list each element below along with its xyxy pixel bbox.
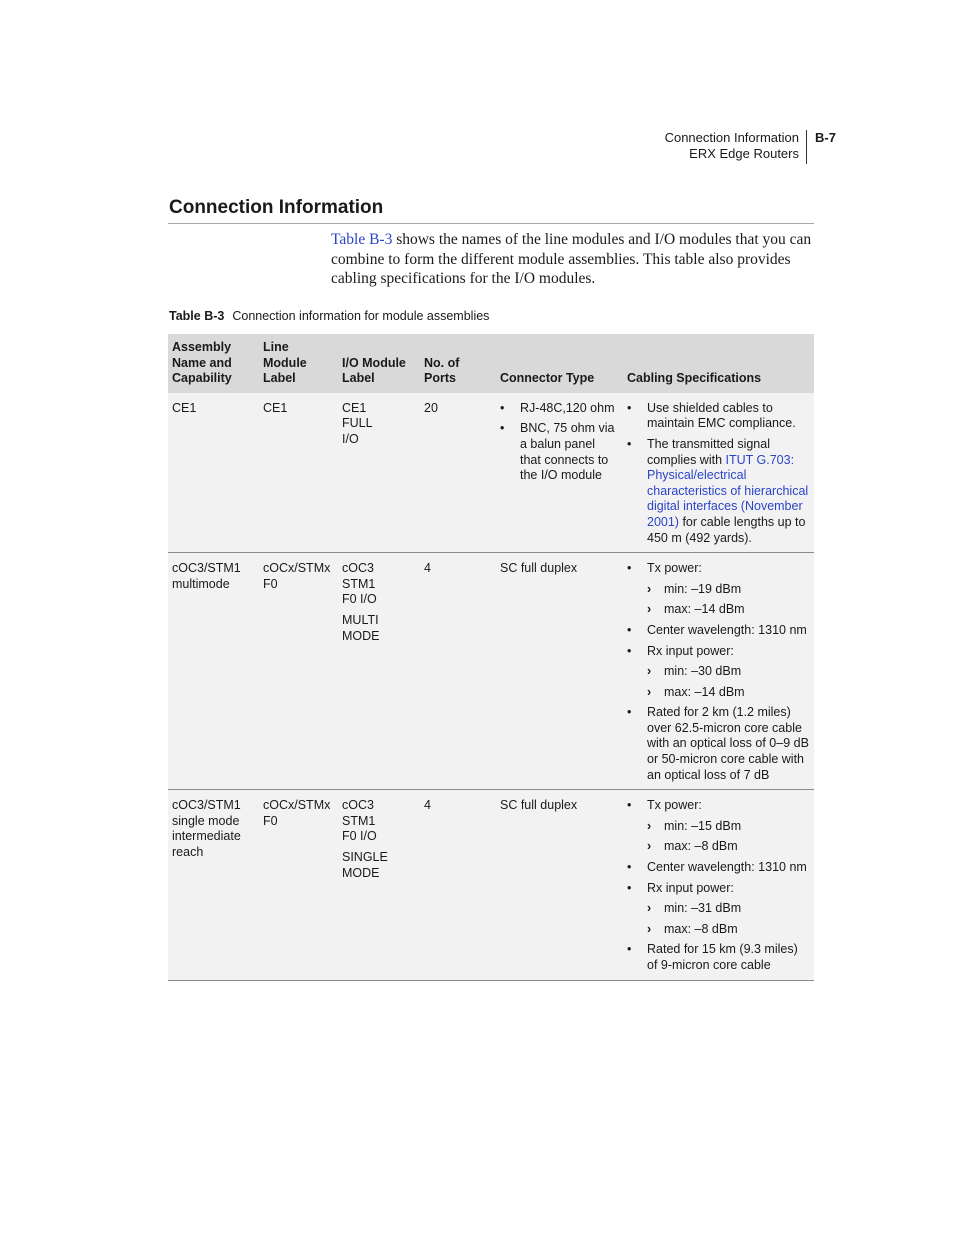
sub-list-item: › max: –8 dBm [647, 921, 738, 936]
cell-connector: SC full duplex [496, 553, 623, 790]
header-cabling: Cabling Specifications [623, 334, 814, 393]
running-header [665, 130, 799, 161]
cell-line-module: cOCx/STMx F0 [259, 553, 338, 790]
cell-line-module: cOCx/STMx F0 [259, 790, 338, 980]
chevron-right-icon: › [647, 921, 652, 936]
cell-line-module: CE1 [259, 393, 338, 553]
cell-cabling [623, 553, 814, 790]
intro-paragraph [331, 230, 816, 289]
cell-cabling [623, 790, 814, 980]
cell-ports: 20 [420, 393, 496, 553]
table-row [168, 553, 814, 790]
list-item: • RJ-48C,120 ohm [500, 400, 615, 415]
header-assembly: Assembly Name and Capability [168, 334, 259, 393]
sub-list-item: › min: –30 dBm [647, 664, 742, 679]
cell-ports: 4 [420, 553, 496, 790]
list-item: • Rx input power: › min: –30 dBm › max: –14 dBm [627, 644, 810, 701]
chevron-right-icon: › [647, 818, 652, 833]
itut-g703-link[interactable]: ITUT G.703: Physical/electrical characteristics of hierarchical digital interfaces (November 2001) [647, 452, 809, 529]
section-title: Connection Information [169, 197, 384, 218]
chevron-right-icon: › [647, 901, 652, 916]
chevron-right-icon: › [647, 684, 652, 699]
list-item: • Rated for 15 km (9.3 miles) of 9-micron core cable [627, 942, 798, 972]
title-divider [168, 223, 814, 224]
list-item: • Center wavelength: 1310 nm [627, 622, 807, 637]
table-row [168, 393, 814, 553]
list-item: • BNC, 75 ohm via a balun panel that connects to the I/O module [500, 421, 615, 483]
cell-connector [496, 393, 623, 553]
sub-list-item: › max: –8 dBm [647, 839, 738, 854]
page-number: B-7 [806, 130, 836, 164]
cell-assembly: cOC3/STM1 multimode [168, 553, 259, 790]
cell-assembly: CE1 [168, 393, 259, 553]
list-item: • Tx power: › min: –15 dBm › max: –8 dBm [627, 798, 810, 855]
running-title: Connection Information [664, 130, 799, 145]
table-caption-text: Connection information for module assemblies [232, 309, 490, 323]
table-caption [169, 309, 489, 323]
list-item: • Rx input power: › min: –31 dBm › max: –8 dBm [627, 881, 810, 938]
table-header-row [168, 334, 814, 393]
cell-io-module: cOC3 STM1 F0 I/O MULTI MODE [338, 553, 420, 790]
cell-connector: SC full duplex [496, 790, 623, 980]
connection-table [168, 334, 814, 981]
sub-list-item: › min: –15 dBm [647, 818, 742, 833]
header-line-module: Line Module Label [259, 334, 338, 393]
list-item: • Center wavelength: 1310 nm [627, 860, 807, 875]
chevron-right-icon: › [647, 602, 652, 617]
list-item: • Tx power: › min: –19 dBm › max: –14 dBm [627, 561, 810, 618]
cell-io-module: cOC3 STM1 F0 I/O SINGLE MODE [338, 790, 420, 980]
cell-assembly: cOC3/STM1 single mode intermediate reach [168, 790, 259, 980]
sub-list-item: › max: –14 dBm [647, 602, 745, 617]
sub-list-item: › min: –31 dBm [647, 901, 742, 916]
sub-list-item: › min: –19 dBm [647, 581, 742, 596]
cell-io-module: CE1 FULL I/O [338, 393, 420, 553]
cell-ports: 4 [420, 790, 496, 980]
chevron-right-icon: › [647, 839, 652, 854]
cell-cabling [623, 393, 814, 553]
table-row [168, 790, 814, 980]
list-item: • Rated for 2 km (1.2 miles) over 62.5-micron core cable with an optical loss of 0–9 dB or 50-micron core cable with an optical loss of 7 dB [627, 705, 809, 782]
header-ports: No. of Ports [420, 334, 496, 393]
list-item: • Use shielded cables to maintain EMC compliance. [627, 400, 796, 431]
table-reference-link[interactable]: Table B-3 [331, 231, 393, 248]
header-io-module: I/O Module Label [338, 334, 420, 393]
chevron-right-icon: › [647, 664, 652, 679]
running-subtitle: ERX Edge Routers [689, 145, 799, 161]
chevron-right-icon: › [647, 581, 652, 596]
header-connector: Connector Type [496, 334, 623, 393]
sub-list-item: › max: –14 dBm [647, 684, 745, 699]
list-item: • The transmitted signal complies with ITUT G.703: Physical/electrical characteristics of hierarchical digital interfaces (November 2001) for cable lengths up to 450 m (492 yards). [627, 436, 809, 545]
intro-text: shows the names of the line modules and I/O modules that you can combine to form the different module assemblies. This table also provides cabling specifications for the I/O modules. [331, 231, 812, 287]
table-caption-label: Table B-3 [169, 309, 225, 323]
